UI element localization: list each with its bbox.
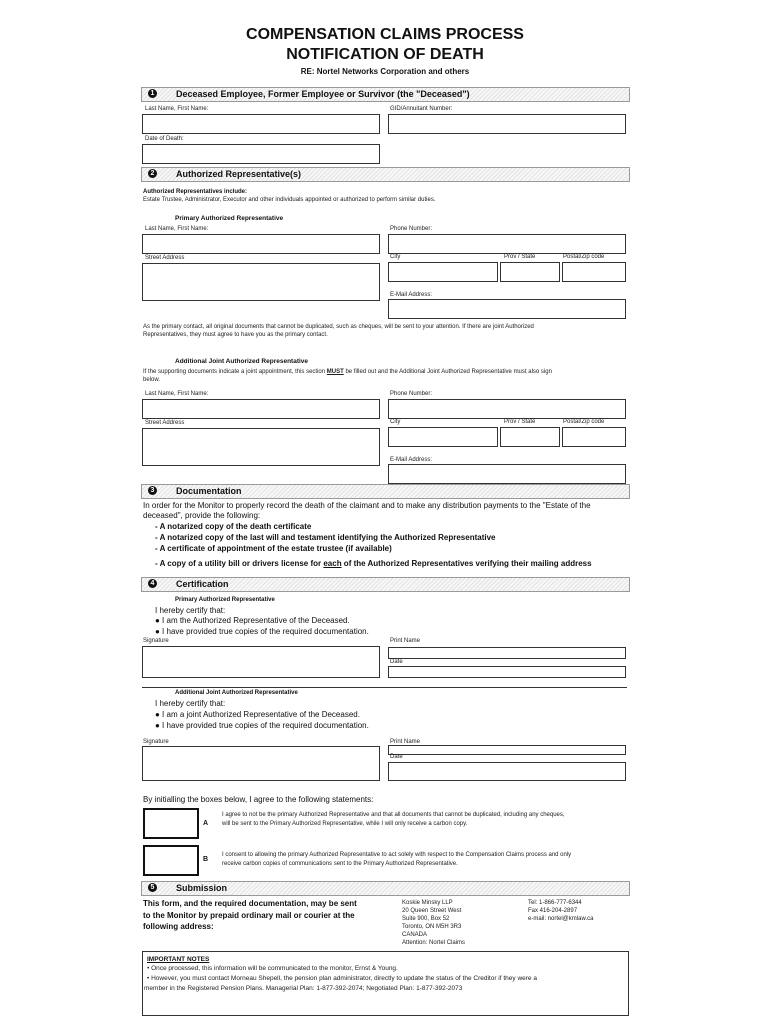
section-title: Submission xyxy=(176,883,228,893)
joint-rep-heading: Additional Joint Authorized Representative xyxy=(175,358,309,365)
initial-letter-b: B xyxy=(203,856,209,863)
joint-phone-field[interactable] xyxy=(388,399,626,419)
joint-date-label: Date xyxy=(390,754,403,760)
primary-note-line1: As the primary contact, all original documents that cannot be duplicated, such as cheques, will be sent to your attention. If there are joint Authorized xyxy=(143,324,534,330)
joint-note-must: MUST xyxy=(326,369,344,375)
initial-intro: By initialling the boxes below, I agree to the following statements: xyxy=(143,795,374,804)
contact-email[interactable]: e-mail: nortel@kmlaw.ca xyxy=(528,916,594,922)
form-subtitle: NOTIFICATION OF DEATH xyxy=(286,46,484,63)
cert-joint-bullet2: ● I have provided true copies of the required documentation. xyxy=(155,721,369,730)
joint-prov-field[interactable] xyxy=(500,427,560,447)
joint-email-label: E-Mail Address: xyxy=(390,457,433,463)
section-number-icon: 3 xyxy=(148,486,157,495)
joint-print-name-label: Print Name xyxy=(390,739,421,745)
section-1-header xyxy=(141,87,630,102)
initial-box-a[interactable] xyxy=(143,808,199,839)
cert-primary-heading: Primary Authorized Representative xyxy=(175,597,275,603)
joint-name-field[interactable] xyxy=(142,399,380,419)
initial-b-line1: I consent to allowing the primary Authorized Representative to act solely with respect to the Compensation Claims process and only xyxy=(222,852,572,858)
primary-city-field[interactable] xyxy=(388,262,498,282)
primary-signature-field[interactable] xyxy=(142,646,380,678)
joint-date-field[interactable] xyxy=(388,762,626,781)
deceased-name-field[interactable] xyxy=(142,114,380,134)
cert-primary-bullet2: ● I have provided true copies of the required documentation. xyxy=(155,627,369,636)
doc-item-utility-bill xyxy=(155,559,592,569)
primary-date-label: Date xyxy=(390,659,403,665)
primary-postal-field[interactable] xyxy=(562,262,626,282)
gid-field[interactable] xyxy=(388,114,626,134)
doc-item-death-cert: - A notarized copy of the death certificate xyxy=(155,522,312,531)
primary-phone-label: Phone Number: xyxy=(390,226,433,232)
date-of-death-field[interactable] xyxy=(142,144,380,164)
primary-phone-field[interactable] xyxy=(388,234,626,254)
doc-item4-post: of the Authorized Representatives verifying their mailing address xyxy=(341,559,592,568)
joint-signature-field[interactable] xyxy=(142,746,380,781)
joint-postal-label: Postal/Zip code xyxy=(563,419,605,425)
primary-prov-label: Prov / State xyxy=(504,254,536,260)
section-title: Certification xyxy=(176,579,229,589)
address-line: 20 Queen Street West xyxy=(402,908,462,914)
primary-postal-label: Postal/Zip code xyxy=(563,254,605,260)
address-line: Koskie Minsky LLP xyxy=(402,900,453,906)
notes-line2: • However, you must contact Morneau Shepell, the pension plan administrator, directly to update the status of the Creditor if they were a xyxy=(147,975,537,982)
monitor-address xyxy=(402,899,465,947)
important-notes-box xyxy=(142,951,629,1016)
date-of-death-label: Date of Death: xyxy=(145,136,184,142)
doc-item-appointment: - A certificate of appointment of the estate trustee (if available) xyxy=(155,544,392,553)
section-number-icon: 1 xyxy=(148,89,157,98)
address-line: Attention: Nortel Claims xyxy=(402,940,466,946)
primary-rep-heading: Primary Authorized Representative xyxy=(175,215,284,222)
section-title: Authorized Representative(s) xyxy=(176,169,302,179)
joint-print-name-field[interactable] xyxy=(388,745,626,755)
joint-postal-field[interactable] xyxy=(562,427,626,447)
doc-item-will: - A notarized copy of the last will and testament identifying the Authorized Representative xyxy=(155,533,496,542)
primary-email-field[interactable] xyxy=(388,299,626,319)
cert-primary-bullet1: ● I am the Authorized Representative of the Deceased. xyxy=(155,616,350,625)
joint-city-field[interactable] xyxy=(388,427,498,447)
gid-label: GID/Annuitant Number: xyxy=(390,106,453,112)
section-4-header xyxy=(141,577,630,592)
initial-letter-a: A xyxy=(203,820,209,827)
primary-signature-label: Signature xyxy=(143,638,169,644)
primary-email-label: E-Mail Address: xyxy=(390,292,433,298)
section-title: Documentation xyxy=(176,486,242,496)
joint-note-post: be filled out and the Additional Joint Authorized Representative must also sign xyxy=(343,369,552,375)
cert-joint-heading: Additional Joint Authorized Representative xyxy=(175,690,298,696)
form-re-line: RE: Nortel Networks Corporation and others xyxy=(300,67,470,76)
section-number-icon: 4 xyxy=(148,579,157,588)
section-number-icon: 2 xyxy=(148,169,157,178)
address-line: Suite 900, Box 52 xyxy=(402,916,450,922)
doc-intro-line2: deceased", provide the following: xyxy=(143,511,261,520)
initial-a-line1: I agree to not be the primary Authorized Representative and that all documents that cannot be duplicated, including any cheques, xyxy=(222,812,565,818)
submission-line2: to the Monitor by prepaid ordinary mail or courier at the xyxy=(143,911,355,920)
joint-email-field[interactable] xyxy=(388,464,626,484)
section-title: Deceased Employee, Former Employee or Survivor (the "Deceased") xyxy=(176,89,470,99)
joint-note-pre: If the supporting documents indicate a joint appointment, this section xyxy=(143,369,327,375)
section-2-header xyxy=(141,167,630,182)
joint-street-field[interactable] xyxy=(142,428,380,466)
primary-street-field[interactable] xyxy=(142,263,380,301)
doc-item4-each: each xyxy=(323,559,342,568)
joint-phone-label: Phone Number: xyxy=(390,391,433,397)
section-number-icon: 5 xyxy=(148,883,157,892)
cert-primary-certify: I hereby certify that: xyxy=(155,606,226,615)
address-line: CANADA xyxy=(402,932,428,938)
initial-a-line2: will be sent to the Primary Authorized Representative, while I will only receive a carbon copy. xyxy=(222,821,468,827)
joint-note-line1 xyxy=(143,369,552,375)
joint-city-label: City xyxy=(390,419,401,425)
doc-item4-pre: - A copy of a utility bill or drivers license for xyxy=(155,559,324,568)
cert-joint-certify: I hereby certify that: xyxy=(155,699,226,708)
notes-line1: • Once processed, this information will be communicated to the monitor, Ernst & Young. xyxy=(147,965,398,972)
monitor-contact xyxy=(528,899,593,923)
includes-text: Estate Trustee, Administrator, Executor and other individuals appointed or authorized to perform similar duties. xyxy=(143,197,436,203)
primary-print-name-field[interactable] xyxy=(388,647,626,659)
contact-phone: Tel: 1-866-777-6344 xyxy=(528,900,582,906)
address-line: Toronto, ON M5H 3R3 xyxy=(402,924,462,930)
primary-city-label: City xyxy=(390,254,401,260)
section-5-header xyxy=(141,881,630,896)
joint-note-line2: below. xyxy=(143,377,161,383)
cert-joint-bullet1: ● I am a joint Authorized Representative of the Deceased. xyxy=(155,710,360,719)
submission-line3: following address: xyxy=(143,922,214,931)
primary-name-field[interactable] xyxy=(142,234,380,254)
includes-heading: Authorized Representatives include: xyxy=(143,189,248,195)
primary-note-line2: Representatives, they must agree to have you as the primary contact. xyxy=(143,332,328,338)
doc-intro-line1: In order for the Monitor to properly record the death of the claimant and to make any distribution payments to the "Estate of the xyxy=(143,501,591,510)
primary-date-field[interactable] xyxy=(388,666,626,678)
section-3-header xyxy=(141,484,630,499)
submission-line1: This form, and the required documentation, may be sent xyxy=(143,899,357,908)
primary-street-label: Street Address xyxy=(145,255,185,261)
primary-print-name-label: Print Name xyxy=(390,638,421,644)
joint-street-label: Street Address xyxy=(145,420,185,426)
contact-fax: Fax 416-204-2897 xyxy=(528,908,578,914)
notes-line3: member in the Registered Pension Plans. Managerial Plan: 1-877-392-2074; Negotiated Plan: 1-877-392-2073 xyxy=(144,985,463,992)
primary-prov-field[interactable] xyxy=(500,262,560,282)
joint-prov-label: Prov / State xyxy=(504,419,536,425)
joint-signature-label: Signature xyxy=(143,739,169,745)
primary-name-label: Last Name, First Name: xyxy=(145,226,209,232)
notes-heading: IMPORTANT NOTES xyxy=(147,956,210,963)
form-title: COMPENSATION CLAIMS PROCESS xyxy=(246,26,524,43)
joint-name-label: Last Name, First Name: xyxy=(145,391,209,397)
initial-b-line2: receive carbon copies of communications sent to the Primary Authorized Representative. xyxy=(222,861,458,867)
cert-divider xyxy=(142,687,627,688)
deceased-name-label: Last Name, First Name: xyxy=(145,106,209,112)
initial-box-b[interactable] xyxy=(143,845,199,876)
